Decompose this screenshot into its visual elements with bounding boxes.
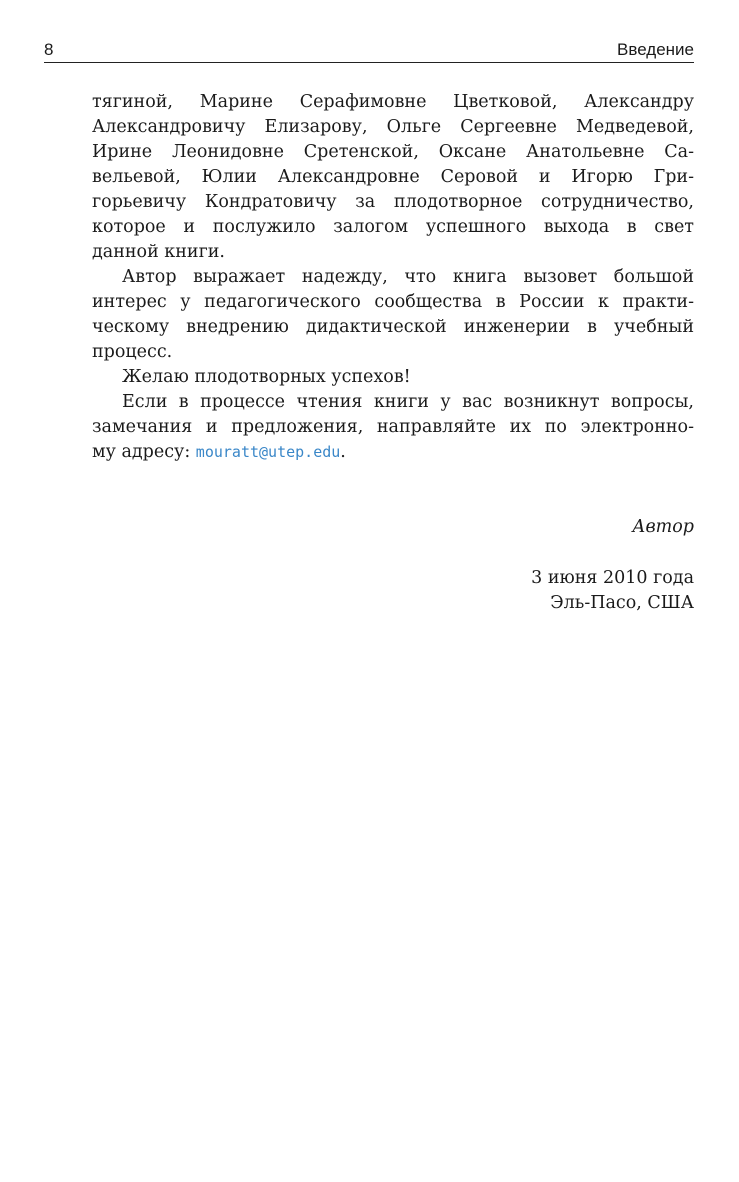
text-line: Если в процессе чтения книги у вас возникнут вопросы,	[122, 392, 694, 412]
text-line: горьевичу Кондратовичу за плодотворное сотрудничество,	[92, 192, 694, 212]
text-line: ческому внедрению дидактической инженерии в учебный	[92, 317, 694, 337]
text-line: Александровичу Елизарову, Ольге Сергеевне Медведевой,	[92, 117, 694, 137]
email-link[interactable]: mouratt@utep.edu	[195, 443, 341, 461]
dateline	[531, 566, 694, 616]
text-line: интерес у педагогического сообщества в России к практи-	[92, 292, 694, 312]
text-line: процесс.	[92, 342, 173, 362]
paragraph-hope	[92, 265, 694, 365]
text-line: Автор выражает надежду, что книга вызовет большой	[122, 267, 694, 287]
text-line: Ирине Леонидовне Сретенской, Оксане Анатольевне Са-	[92, 142, 694, 162]
page-number: 8	[44, 40, 54, 59]
text-line: тягиной, Марине Серафимовне Цветковой, Александру	[92, 92, 694, 112]
page-header	[44, 38, 694, 63]
text-line: замечания и предложения, направляйте их по электронно-	[92, 417, 694, 437]
text-line: которое и послужило залогом успешного выхода в свет	[92, 217, 694, 237]
text-line	[92, 440, 694, 465]
paragraph-contact	[92, 390, 694, 465]
date: 3 июня 2010 года	[531, 568, 694, 588]
text-line: Желаю плодотворных успехов!	[122, 367, 411, 387]
running-title: Введение	[617, 40, 694, 59]
text-line: данной книги.	[92, 242, 225, 262]
text-line: вельевой, Юлии Александровне Серовой и Игорю Гри-	[92, 167, 694, 187]
body-text	[92, 90, 694, 465]
author-signature: Автор	[632, 517, 694, 537]
place: Эль-Пасо, США	[550, 593, 694, 613]
paragraph-wishes	[92, 365, 694, 390]
email-suffix: .	[340, 442, 346, 462]
paragraph-acknowledgements	[92, 90, 694, 265]
email-prefix: му адресу:	[92, 442, 196, 462]
